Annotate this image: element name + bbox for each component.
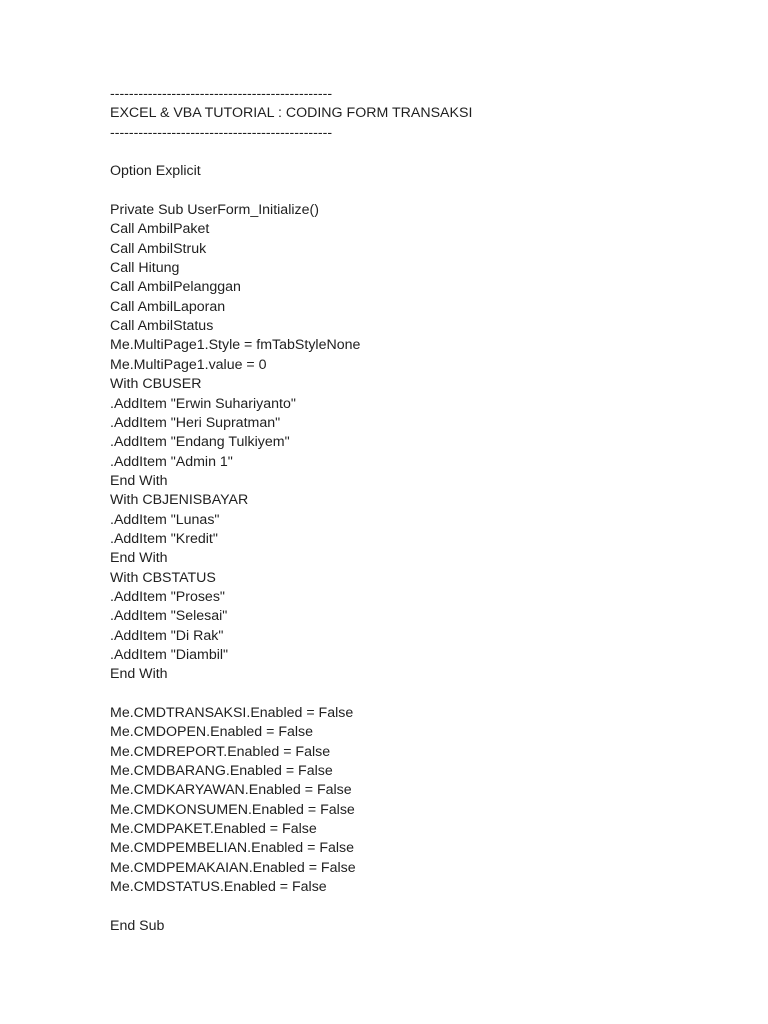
code-line: Call AmbilStruk — [110, 240, 207, 257]
code-line: With CBJENISBAYAR — [110, 492, 249, 509]
code-line: .AddItem "Selesai" — [110, 608, 228, 625]
blank-line — [110, 182, 730, 201]
code-line: Call AmbilPelanggan — [110, 279, 241, 296]
code-line: End With — [110, 550, 168, 567]
code-line: .AddItem "Proses" — [110, 588, 225, 605]
code-line: .AddItem "Di Rak" — [110, 627, 224, 644]
code-line: Call Hitung — [110, 260, 180, 277]
code-line: Me.CMDOPEN.Enabled = False — [110, 724, 314, 741]
code-line: .AddItem "Heri Supratman" — [110, 414, 281, 431]
blank-line — [110, 143, 730, 162]
separator-top: ----------------------------------------------- — [110, 86, 333, 102]
code-line: Call AmbilLaporan — [110, 298, 226, 315]
document-title: EXCEL & VBA TUTORIAL : CODING FORM TRANSAKSI — [110, 105, 473, 122]
code-line: Me.MultiPage1.Style = fmTabStyleNone — [110, 337, 361, 354]
code-line: Private Sub UserForm_Initialize() — [110, 202, 319, 219]
code-line: Me.CMDPEMAKAIAN.Enabled = False — [110, 859, 356, 876]
code-line: Call AmbilStatus — [110, 318, 214, 335]
code-line: .AddItem "Lunas" — [110, 511, 220, 528]
code-line: Me.CMDKARYAWAN.Enabled = False — [110, 782, 352, 799]
code-line: .AddItem "Admin 1" — [110, 453, 233, 470]
document-page — [110, 85, 730, 936]
blank-line — [110, 897, 730, 916]
separator-bottom: ----------------------------------------------- — [110, 124, 333, 141]
code-line: .AddItem "Kredit" — [110, 530, 218, 547]
code-line: Option Explicit — [110, 163, 201, 180]
code-line: Me.CMDBARANG.Enabled = False — [110, 763, 333, 780]
code-line: With CBSTATUS — [110, 569, 216, 586]
code-line: Me.CMDPAKET.Enabled = False — [110, 821, 317, 838]
code-line: End With — [110, 666, 168, 683]
code-line: End Sub — [110, 917, 165, 934]
code-line: Me.CMDKONSUMEN.Enabled = False — [110, 801, 355, 818]
code-line: .AddItem "Endang Tulkiyem" — [110, 434, 290, 451]
code-line: .AddItem "Erwin Suhariyanto" — [110, 395, 296, 412]
code-line: End With — [110, 472, 168, 489]
code-line: Me.CMDREPORT.Enabled = False — [110, 743, 331, 760]
blank-line — [110, 685, 730, 704]
code-line: Call AmbilPaket — [110, 221, 210, 238]
code-line: .AddItem "Diambil" — [110, 646, 229, 663]
code-line: Me.MultiPage1.value = 0 — [110, 356, 267, 373]
code-line: Me.CMDTRANSAKSI.Enabled = False — [110, 705, 354, 721]
code-line: With CBUSER — [110, 376, 202, 393]
code-line: Me.CMDPEMBELIAN.Enabled = False — [110, 840, 355, 857]
code-line: Me.CMDSTATUS.Enabled = False — [110, 879, 327, 896]
